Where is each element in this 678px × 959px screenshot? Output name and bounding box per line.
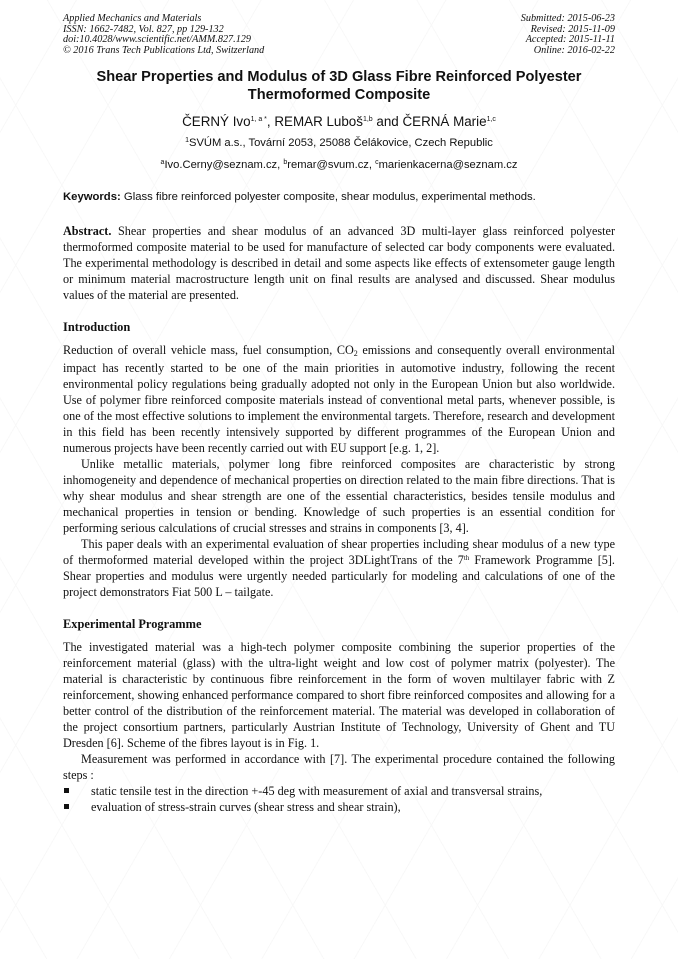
experimental-paragraph-1: The investigated material was a high-tech polymer composite combining the superior properties of the reinforcement material (glass) with the ultra-light weight and low cost of polymer matrix (polyester). The material is characteristic by continuous fibre reinforcement in the form of woven multilayer fabric with Z reinforcement, showing enhanced performance compared to short fibre reinforced composites and allowing for a better control of the distribution of the reinforcement material. The material was developed in collaboration of the project consortium partners, particularly Austrian Institute of Technology, University of Ghent and TU Dresden [6]. Scheme of the fibres layout is in Fig. 1.	[63, 640, 615, 751]
section-heading-experimental: Experimental Programme	[63, 617, 202, 632]
email-link[interactable]: Ivo.Cerny@seznam.cz	[164, 159, 278, 172]
author-name: ČERNÁ Marie	[402, 114, 487, 130]
procedure-steps-list	[63, 783, 615, 815]
list-item-text: evaluation of stress-strain curves (shear stress and shear strain),	[91, 800, 401, 815]
intro-paragraph-3	[63, 536, 615, 600]
email-mark: a	[160, 159, 165, 167]
affiliation-text: SVÚM a.s., Tovární 2053, 25088 Čelákovice, Czech Republic	[189, 137, 493, 150]
journal-header	[63, 14, 615, 56]
author-affiliation-mark: 1,b	[362, 116, 373, 124]
title-line-1: Shear Properties and Modulus of 3D Glass Fibre Reinforced Polyester	[96, 69, 582, 86]
superscript: th	[463, 554, 470, 563]
list-item	[63, 799, 615, 815]
square-bullet-icon	[64, 788, 69, 793]
email-mark: b	[283, 159, 288, 167]
paper-title	[63, 68, 615, 104]
journal-info	[63, 14, 264, 56]
author-name: ČERNÝ Ivo	[182, 114, 251, 130]
author-name: REMAR Luboš	[274, 114, 363, 130]
section-heading-introduction: Introduction	[63, 320, 131, 335]
author-affiliation-mark: 1, a *	[250, 116, 267, 124]
text-span: This paper deals with an experimental evaluation of shear properties including shear modulus of a new type of thermoformed material developed within the project 3DLightTrans of the 7	[63, 537, 615, 568]
email-link[interactable]: marienkacerna@seznam.cz	[378, 159, 518, 172]
author-list	[63, 113, 615, 131]
author	[274, 114, 372, 129]
list-item-text: static tensile test in the direction +-45 deg with measurement of axial and transversal strains,	[91, 784, 543, 799]
doi-line: doi:10.4028/www.scientific.net/AMM.827.129	[63, 34, 251, 46]
copyright-line: © 2016 Trans Tech Publications Ltd, Switzerland	[63, 44, 265, 56]
author-separator: and	[372, 114, 403, 130]
paper-page	[63, 14, 615, 815]
keywords-label: Keywords:	[63, 191, 121, 204]
keywords-text: Glass fibre reinforced polyester composite, shear modulus, experimental methods.	[120, 191, 536, 204]
text-span: Framework Programme [5]. Shear properties and modulus were urgently needed particularly for modeling and calculations of one of the project demonstrators Fiat 500 L – tailgate.	[63, 553, 615, 600]
affiliation-mark: 1	[185, 137, 189, 145]
publication-dates	[521, 14, 615, 56]
email-separator: ,	[368, 159, 376, 172]
intro-paragraph-2: Unlike metallic materials, polymer long fibre reinforced composites are characteristic by strong inhomogeneity and dependence of mechanical properties on direction related to the main fibre directions. That is why shear modulus and shear strength are one of the essential characteristics, besides tensile modulus and mechanical properties in tension or bending. Knowledge of such properties is an essential condition for performing serious calculations of crucial stresses and strains in components [3, 4].	[63, 457, 615, 536]
author-affiliation-mark: 1,c	[486, 116, 496, 124]
keywords	[63, 190, 615, 204]
abstract	[63, 223, 615, 303]
experimental-paragraph-2: Measurement was performed in accordance with [7]. The experimental procedure contained the following steps :	[63, 752, 615, 783]
author	[182, 114, 267, 129]
text-span: emissions and consequently overall environmental impact has recently started to be one of the main priorities in automotive industry, following the recent environmental policy regulations being gradually adopted not only in the European Union but also worldwide. Use of polymer fibre reinforced composite materials instead of conventional metal parts, whenever possible, is one of the most effective solutions to implement the environmental targets. Therefore, research and development in this field has been recently intensively supported by different programmes of the European Union and numerous projects have been recently carried out with EU support [e.g. 1, 2].	[63, 343, 615, 456]
submitted-date: Submitted: 2015-06-23	[520, 13, 615, 24]
issn-line: ISSN: 1662-7482, Vol. 827, pp 129-132	[63, 23, 224, 35]
author-separator: ,	[266, 114, 275, 130]
online-date: Online: 2016-02-22	[533, 44, 615, 56]
email-link[interactable]: remar@svum.cz	[287, 159, 369, 172]
revised-date: Revised: 2015-11-09	[530, 23, 615, 35]
affiliation	[63, 136, 615, 150]
subscript: 2	[353, 349, 358, 359]
title-line-2: Thermoformed Composite	[247, 87, 431, 104]
email-mark: c	[375, 159, 379, 167]
square-bullet-icon	[64, 804, 69, 809]
intro-paragraph-1	[63, 342, 615, 456]
email-separator: ,	[277, 159, 284, 172]
list-item	[63, 783, 615, 799]
abstract-text: Shear properties and shear modulus of an advanced 3D multi-layer glass reinforced polyester thermoformed composite material to be used for manufacture of selected car body components were evaluated. The experimental methodology is described in detail and some aspects like effects of extensometer gauge length or minimum material macrostructure length unit on final results are analysed and discussed. Shear modulus values of the material are presented.	[63, 224, 615, 303]
email-list	[63, 158, 615, 172]
accepted-date: Accepted: 2015-11-11	[525, 34, 615, 46]
journal-name: Applied Mechanics and Materials	[63, 13, 202, 24]
abstract-label: Abstract.	[63, 224, 112, 239]
text-span: Reduction of overall vehicle mass, fuel consumption, CO	[63, 343, 354, 358]
author	[402, 114, 495, 129]
